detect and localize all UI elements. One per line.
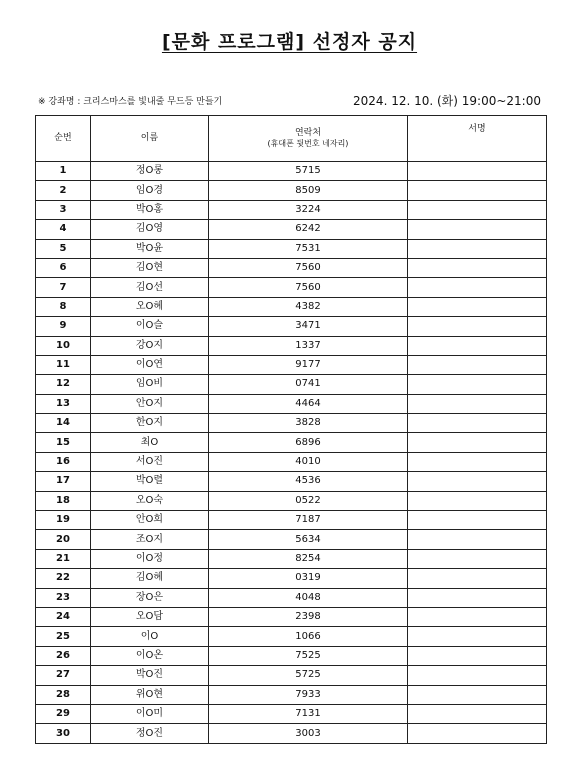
table-row — [36, 588, 547, 607]
row-no: 11 — [36, 355, 91, 374]
row-sign — [408, 549, 547, 568]
page-title — [0, 27, 579, 54]
row-phone: 7531 — [209, 239, 408, 258]
row-phone: 7525 — [209, 646, 408, 665]
row-name: 박O윤 — [91, 239, 209, 258]
row-sign — [408, 666, 547, 685]
table-row — [36, 317, 547, 336]
row-phone: 4382 — [209, 297, 408, 316]
row-no: 28 — [36, 685, 91, 704]
row-no: 2 — [36, 181, 91, 200]
table-row — [36, 569, 547, 588]
row-phone: 2398 — [209, 607, 408, 626]
row-name: 김O혜 — [91, 569, 209, 588]
row-name: 김O선 — [91, 278, 209, 297]
row-no: 15 — [36, 433, 91, 452]
table-row — [36, 452, 547, 471]
row-no: 6 — [36, 258, 91, 277]
row-phone: 0522 — [209, 491, 408, 510]
row-no: 10 — [36, 336, 91, 355]
row-sign — [408, 627, 547, 646]
table-body — [36, 162, 547, 744]
row-phone: 4010 — [209, 452, 408, 471]
row-name: 오O담 — [91, 607, 209, 626]
row-name: 정O진 — [91, 724, 209, 743]
table-row — [36, 278, 547, 297]
header-contact-sub: (휴대폰 뒷번호 네자리) — [267, 139, 349, 148]
row-no: 12 — [36, 375, 91, 394]
row-sign — [408, 375, 547, 394]
table-row — [36, 704, 547, 723]
row-phone: 4536 — [209, 472, 408, 491]
row-name: 박O렬 — [91, 472, 209, 491]
table-row — [36, 297, 547, 316]
table-row — [36, 666, 547, 685]
row-phone: 7933 — [209, 685, 408, 704]
row-no: 26 — [36, 646, 91, 665]
course-datetime: 2024. 12. 10. (화) 19:00~21:00 — [353, 94, 541, 108]
row-no: 1 — [36, 162, 91, 181]
row-sign — [408, 414, 547, 433]
table-row — [36, 433, 547, 452]
row-sign — [408, 433, 547, 452]
table-row — [36, 181, 547, 200]
row-sign — [408, 569, 547, 588]
row-name: 이O미 — [91, 704, 209, 723]
row-no: 5 — [36, 239, 91, 258]
row-no: 18 — [36, 491, 91, 510]
row-name: 임O비 — [91, 375, 209, 394]
table-row — [36, 239, 547, 258]
row-no: 9 — [36, 317, 91, 336]
row-name: 안O지 — [91, 394, 209, 413]
row-sign — [408, 220, 547, 239]
row-phone: 3471 — [209, 317, 408, 336]
row-no: 19 — [36, 511, 91, 530]
course-info — [38, 92, 541, 108]
row-name: 박O진 — [91, 666, 209, 685]
row-phone: 5634 — [209, 530, 408, 549]
row-sign — [408, 530, 547, 549]
row-sign — [408, 607, 547, 626]
participant-table — [35, 115, 547, 744]
row-name: 이O슬 — [91, 317, 209, 336]
row-name: 안O희 — [91, 511, 209, 530]
row-phone: 3224 — [209, 200, 408, 219]
row-phone: 1066 — [209, 627, 408, 646]
row-no: 13 — [36, 394, 91, 413]
row-phone: 3003 — [209, 724, 408, 743]
table-row — [36, 336, 547, 355]
row-name: 최O — [91, 433, 209, 452]
row-sign — [408, 511, 547, 530]
table-row — [36, 472, 547, 491]
row-phone: 0741 — [209, 375, 408, 394]
table-row — [36, 200, 547, 219]
row-name: 한O지 — [91, 414, 209, 433]
row-phone: 5715 — [209, 162, 408, 181]
row-no: 20 — [36, 530, 91, 549]
table-row — [36, 685, 547, 704]
row-sign — [408, 162, 547, 181]
row-no: 16 — [36, 452, 91, 471]
row-sign — [408, 355, 547, 374]
header-no: 순번 — [36, 116, 91, 162]
row-no: 17 — [36, 472, 91, 491]
table-row — [36, 258, 547, 277]
table-row — [36, 355, 547, 374]
table-row — [36, 530, 547, 549]
header-sign: 서명 — [408, 116, 547, 162]
row-phone: 7131 — [209, 704, 408, 723]
row-name: 오O혜 — [91, 297, 209, 316]
table-row — [36, 724, 547, 743]
row-name: 박O홍 — [91, 200, 209, 219]
row-no: 23 — [36, 588, 91, 607]
row-sign — [408, 472, 547, 491]
row-phone: 6896 — [209, 433, 408, 452]
table-row — [36, 491, 547, 510]
row-name: 조O지 — [91, 530, 209, 549]
row-sign — [408, 491, 547, 510]
row-phone: 8254 — [209, 549, 408, 568]
row-name: 강O지 — [91, 336, 209, 355]
table-row — [36, 394, 547, 413]
row-phone: 7560 — [209, 258, 408, 277]
row-sign — [408, 181, 547, 200]
row-phone: 4464 — [209, 394, 408, 413]
table-row — [36, 511, 547, 530]
row-sign — [408, 452, 547, 471]
row-phone: 7560 — [209, 278, 408, 297]
row-name: 위O현 — [91, 685, 209, 704]
row-no: 4 — [36, 220, 91, 239]
row-no: 22 — [36, 569, 91, 588]
row-no: 29 — [36, 704, 91, 723]
row-name: 이O — [91, 627, 209, 646]
row-phone: 7187 — [209, 511, 408, 530]
table-row — [36, 607, 547, 626]
row-sign — [408, 724, 547, 743]
row-name: 이O온 — [91, 646, 209, 665]
row-sign — [408, 258, 547, 277]
row-no: 7 — [36, 278, 91, 297]
row-name: 정O롱 — [91, 162, 209, 181]
row-name: 장O은 — [91, 588, 209, 607]
row-name: 김O영 — [91, 220, 209, 239]
table-row — [36, 627, 547, 646]
row-name: 임O경 — [91, 181, 209, 200]
row-no: 30 — [36, 724, 91, 743]
row-phone: 1337 — [209, 336, 408, 355]
row-no: 25 — [36, 627, 91, 646]
row-no: 21 — [36, 549, 91, 568]
table-row — [36, 220, 547, 239]
course-name: ※ 강좌명 : 크리스마스를 빛내줄 무드등 만들기 — [38, 97, 223, 107]
row-no: 14 — [36, 414, 91, 433]
row-sign — [408, 317, 547, 336]
row-name: 이O정 — [91, 549, 209, 568]
table-row — [36, 414, 547, 433]
row-name: 오O숙 — [91, 491, 209, 510]
row-sign — [408, 239, 547, 258]
row-sign — [408, 297, 547, 316]
row-no: 24 — [36, 607, 91, 626]
table-row — [36, 375, 547, 394]
row-sign — [408, 588, 547, 607]
row-no: 8 — [36, 297, 91, 316]
row-name: 김O현 — [91, 258, 209, 277]
row-phone: 3828 — [209, 414, 408, 433]
row-no: 27 — [36, 666, 91, 685]
row-sign — [408, 685, 547, 704]
row-phone: 8509 — [209, 181, 408, 200]
header-contact-label: 연락처 — [294, 128, 322, 138]
row-name: 서O진 — [91, 452, 209, 471]
row-phone: 4048 — [209, 588, 408, 607]
row-sign — [408, 200, 547, 219]
table-row — [36, 646, 547, 665]
table-row — [36, 549, 547, 568]
header-name: 이름 — [91, 116, 209, 162]
row-name: 이O연 — [91, 355, 209, 374]
row-phone: 9177 — [209, 355, 408, 374]
row-sign — [408, 336, 547, 355]
row-phone: 0319 — [209, 569, 408, 588]
table-header-row — [36, 116, 547, 162]
row-phone: 5725 — [209, 666, 408, 685]
page-title-text: [문화 프로그램] 선정자 공지 — [161, 31, 418, 53]
row-sign — [408, 646, 547, 665]
row-sign — [408, 704, 547, 723]
row-no: 3 — [36, 200, 91, 219]
row-phone: 6242 — [209, 220, 408, 239]
table-row — [36, 162, 547, 181]
row-sign — [408, 278, 547, 297]
row-sign — [408, 394, 547, 413]
header-contact — [209, 116, 408, 162]
